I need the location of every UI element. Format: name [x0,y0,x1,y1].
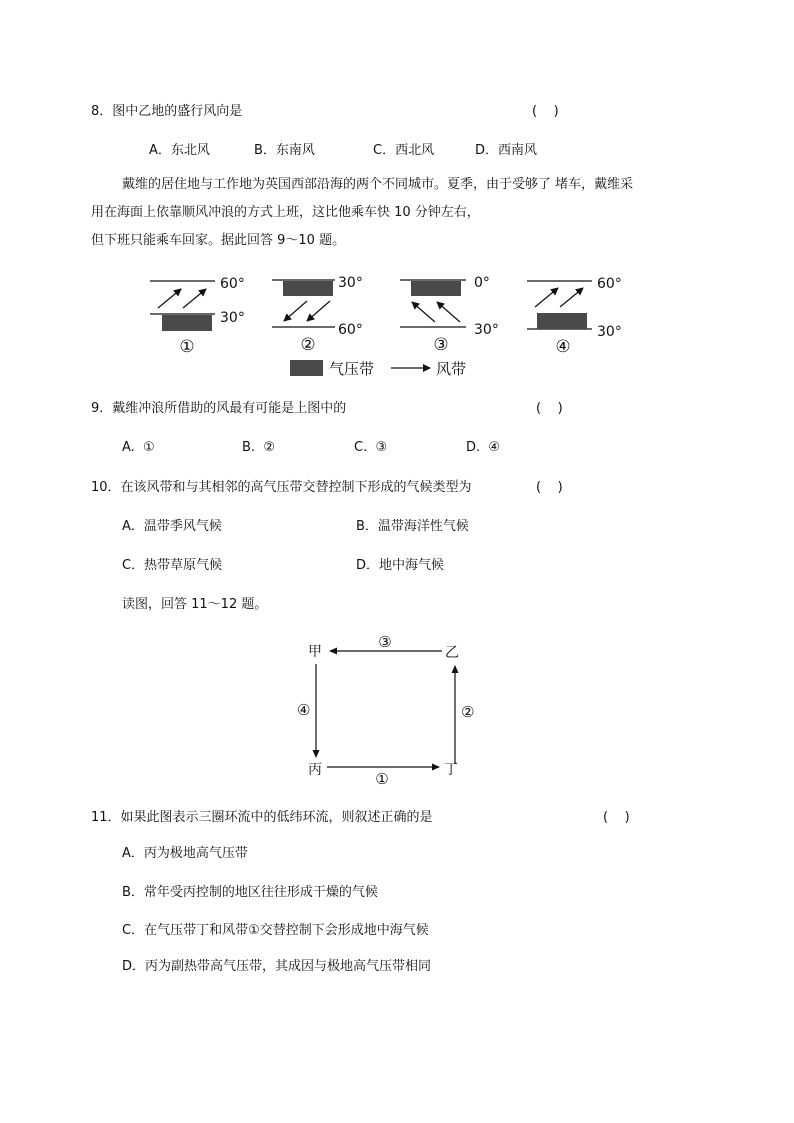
panel1-bottom-lat: 30° [220,310,245,326]
edge-bottom-label: ① [375,770,389,788]
q9-option-b: B. ② [242,440,275,455]
q8-option-b: B．东南风 [254,143,315,158]
q10-answer-paren: ( ) [536,480,563,495]
intro1-line1: 戴维的居住地与工作地为英国西部沿海的两个不同城市。夏季，由于受够了 堵车，戴维采 [122,177,634,192]
corner-top-right: 乙 [445,645,459,661]
intro2: 读图，回答 11～12 题。 [122,597,268,612]
q11-option-a: A．丙为极地高气压带 [122,846,248,861]
q11-option-d: D．丙为副热带高气压带，其成因与极地高气压带相同 [122,959,432,974]
q10-option-d: D．地中海气候 [356,558,445,573]
q9-option-c: C. ③ [354,440,388,455]
edge-right-label: ② [461,703,475,721]
panel3-label: ③ [433,335,449,355]
corner-top-left: 甲 [308,644,322,660]
edge-left-label: ④ [297,701,311,719]
panel4-label: ④ [555,337,571,357]
edge-top-label: ③ [378,633,392,651]
q11-option-b: B．常年受丙控制的地区往往形成干燥的气候 [122,885,378,900]
panel2-label: ② [300,335,316,355]
q10-option-b: B．温带海洋性气候 [356,519,469,534]
q9-stem: 9．戴维冲浪所借助的风最有可能是上图中的 [91,401,347,416]
q9-option-d: D. ④ [466,440,501,455]
corner-bottom-left: 丙 [308,762,322,778]
q11-option-c: C．在气压带丁和风带①交替控制下会形成地中海气候 [122,923,429,938]
legend-pressure-label: 气压带 [329,360,375,378]
panel2-top-lat: 30° [338,275,363,291]
panel1-label: ① [179,337,195,357]
q8-answer-paren: ( ) [532,104,559,119]
panel4-top-lat: 60° [597,276,622,292]
panel3-top-lat: 0° [474,275,490,291]
legend-wind-label: 风带 [436,360,467,378]
q8-option-c: C．西北风 [373,143,435,158]
q10-stem: 10．在该风带和与其相邻的高气压带交替控制下形成的气候类型为 [91,480,472,495]
q10-option-a: A．温带季风气候 [122,519,222,534]
corner-bottom-right: 丁 [444,762,458,778]
intro1-line3: 但下班只能乘车回家。据此回答 9～10 题。 [91,233,346,248]
panel1-top-lat: 60° [220,276,245,292]
panel2-bottom-lat: 60° [338,322,363,338]
panel4-bottom-lat: 30° [597,324,622,340]
q9-option-a: A. ① [122,440,155,455]
q11-answer-paren: ( ) [603,810,630,825]
q9-answer-paren: ( ) [536,401,563,416]
q8-option-a: A．东北风 [149,143,210,158]
q8-stem: 8．图中乙地的盛行风向是 [91,104,243,119]
q10-option-c: C．热带草原气候 [122,558,223,573]
q8-option-d: D．西南风 [475,143,538,158]
panel3-bottom-lat: 30° [474,322,499,338]
intro1-line2: 用在海面上依靠顺风冲浪的方式上班，这比他乘车快 10 分钟左右， [91,205,480,220]
q11-stem: 11．如果此图表示三圈环流中的低纬环流，则叙述正确的是 [91,810,433,825]
